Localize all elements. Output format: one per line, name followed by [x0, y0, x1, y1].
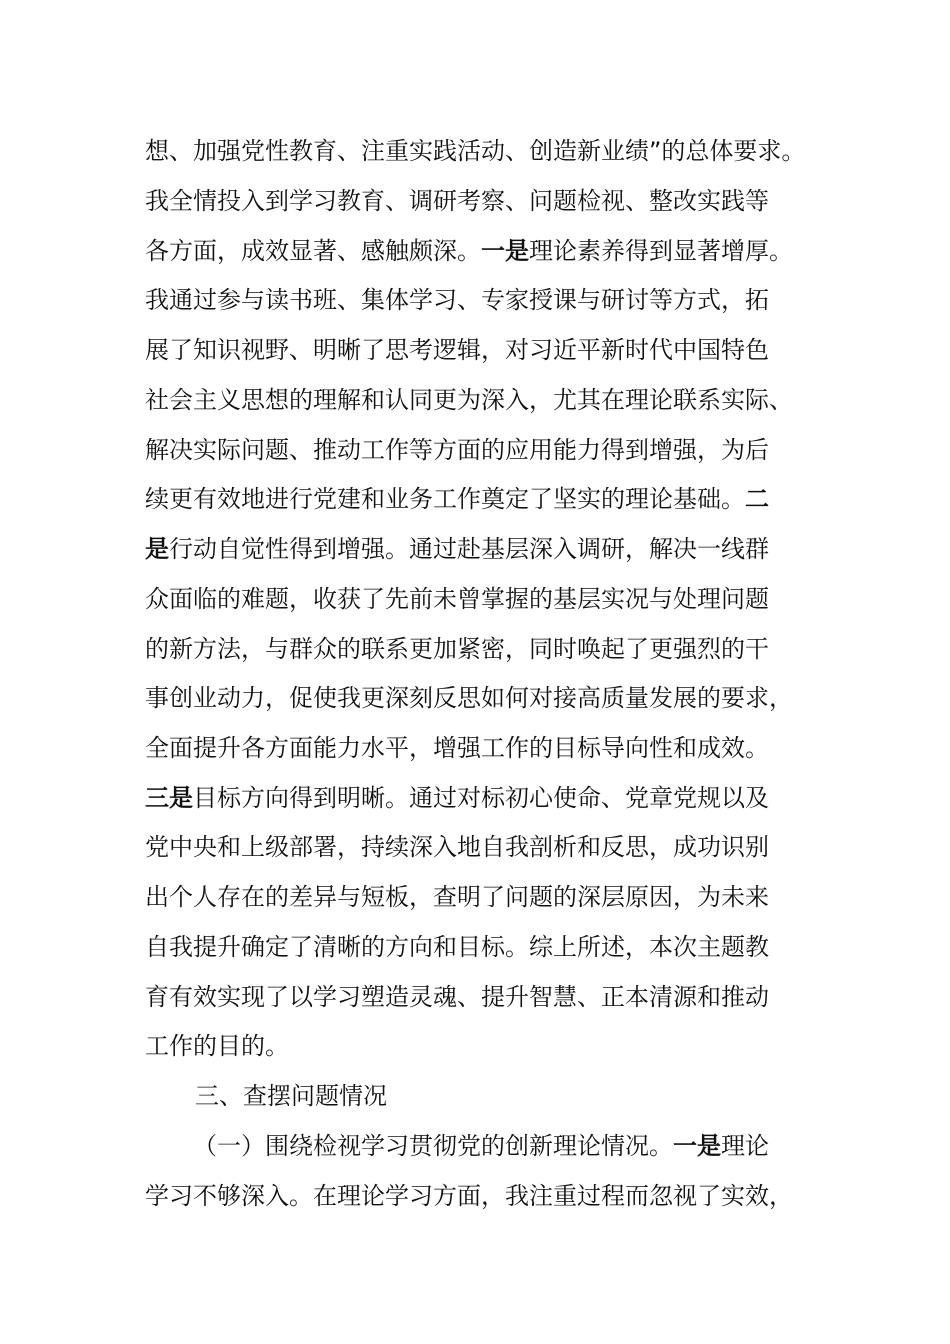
text-line: 全面提升各方面能力水平，增强工作的目标导向性和成效。	[145, 734, 769, 762]
emphasis-text: 三是	[145, 784, 193, 812]
text-line: 育有效实现了以学习塑造灵魂、提升智慧、正本清源和推动	[145, 983, 769, 1011]
text-line: 的新方法，与群众的联系更加紧密，同时唤起了更强烈的干	[145, 635, 769, 663]
text-line: 展了知识视野、明晰了思考逻辑，对习近平新时代中国特色	[145, 336, 769, 364]
emphasis-text: 一是	[481, 237, 529, 265]
text-line: 工作的目的。	[145, 1032, 289, 1060]
text-line: 事创业动力，促使我更深刻反思如何对接高质量发展的要求，	[145, 684, 793, 712]
text-line: 我全情投入到学习教育、调研考察、问题检视、整改实践等	[145, 187, 769, 215]
text-line: 想、加强党性教育、注重实践活动、创造新业绩”的总体要求。	[145, 137, 806, 165]
emphasis-text: 是	[145, 535, 169, 563]
text-line: 我通过参与读书班、集体学习、专家授课与研讨等方式，拓	[145, 286, 769, 314]
section-heading: 三、查摆问题情况	[195, 1082, 387, 1110]
text-line: 学习不够深入。在理论学习方面，我注重过程而忽视了实效，	[145, 1182, 793, 1210]
subsection-heading: （一）围绕检视学习贯彻党的创新理论情况。一是理论	[193, 1132, 769, 1160]
text-line: 社会主义思想的理解和认同更为深入，尤其在理论联系实际、	[145, 386, 793, 414]
text-line: 解决实际问题、推动工作等方面的应用能力得到增强，为后	[145, 436, 769, 464]
text-line: 众面临的难题，收获了先前未曾掌握的基层实况与处理问题	[145, 585, 769, 613]
emphasis-text: 二	[745, 485, 769, 513]
text-line: 是行动自觉性得到增强。通过赴基层深入调研，解决一线群	[145, 535, 769, 563]
text-line: 党中央和上级部署，持续深入地自我剖析和反思，成功识别	[145, 833, 769, 861]
text-line: 各方面，成效显著、感触颇深。一是理论素养得到显著增厚。	[145, 237, 793, 265]
text-line: 三是目标方向得到明晰。通过对标初心使命、党章党规以及	[145, 784, 769, 812]
text-line: 续更有效地进行党建和业务工作奠定了坚实的理论基础。二	[145, 485, 769, 513]
text-line: 出个人存在的差异与短板，查明了问题的深层原因，为未来	[145, 883, 769, 911]
text-line: 自我提升确定了清晰的方向和目标。综上所述，本次主题教	[145, 933, 769, 961]
emphasis-text: 一是	[673, 1132, 721, 1160]
